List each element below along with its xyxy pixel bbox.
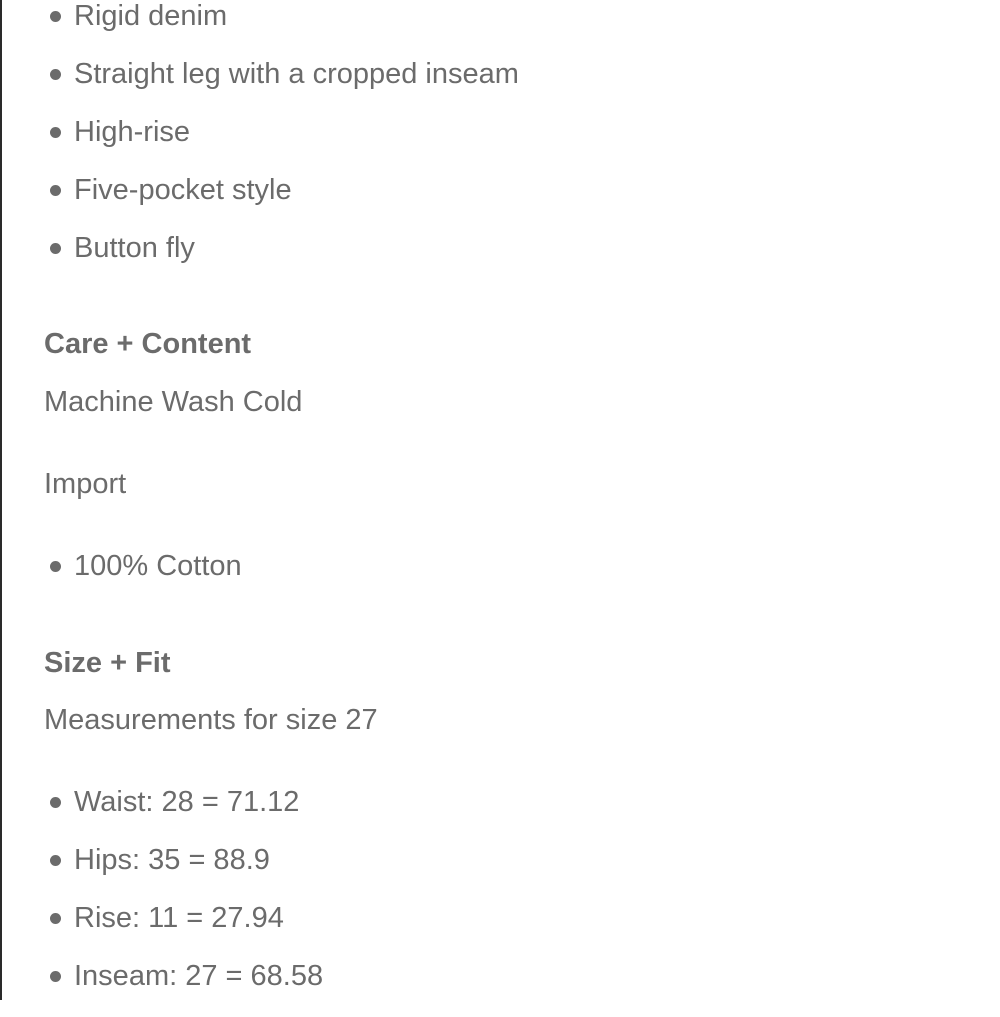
list-item (44, 115, 519, 173)
bullet-icon (50, 11, 61, 22)
list-item (44, 173, 519, 231)
content-text: 100% Cotton (74, 550, 242, 582)
list-item (44, 785, 323, 843)
measurement-text: Rise: 11 = 27.94 (74, 902, 284, 934)
list-item (44, 231, 519, 289)
measurement-text: Waist: 28 = 71.12 (74, 786, 300, 818)
feature-text: Rigid denim (74, 0, 228, 32)
content-list (44, 549, 242, 607)
measurements-list (44, 785, 323, 1017)
bullet-icon (50, 127, 61, 138)
list-item (44, 57, 519, 115)
measurement-text: Inseam: 27 = 68.58 (74, 960, 324, 992)
features-list (44, 0, 519, 289)
care-origin: Import (44, 468, 127, 500)
care-content-heading: Care + Content (44, 328, 252, 360)
feature-text: Straight leg with a cropped inseam (74, 58, 519, 90)
list-item (44, 0, 519, 57)
list-item (44, 901, 323, 959)
bullet-icon (50, 243, 61, 254)
list-item (44, 843, 323, 901)
feature-text: Button fly (74, 232, 195, 264)
bullet-icon (50, 855, 61, 866)
list-item (44, 959, 323, 1017)
bullet-icon (50, 185, 61, 196)
bullet-icon (50, 797, 61, 808)
size-measurements-intro: Measurements for size 27 (44, 704, 378, 736)
bullet-icon (50, 971, 61, 982)
page-left-border (0, 0, 2, 1000)
list-item (44, 549, 242, 607)
bullet-icon (50, 561, 61, 572)
size-fit-heading: Size + Fit (44, 647, 171, 679)
care-wash-instructions: Machine Wash Cold (44, 386, 303, 418)
feature-text: Five-pocket style (74, 174, 292, 206)
feature-text: High-rise (74, 116, 191, 148)
measurement-text: Hips: 35 = 88.9 (74, 844, 270, 876)
bullet-icon (50, 913, 61, 924)
bullet-icon (50, 69, 61, 80)
